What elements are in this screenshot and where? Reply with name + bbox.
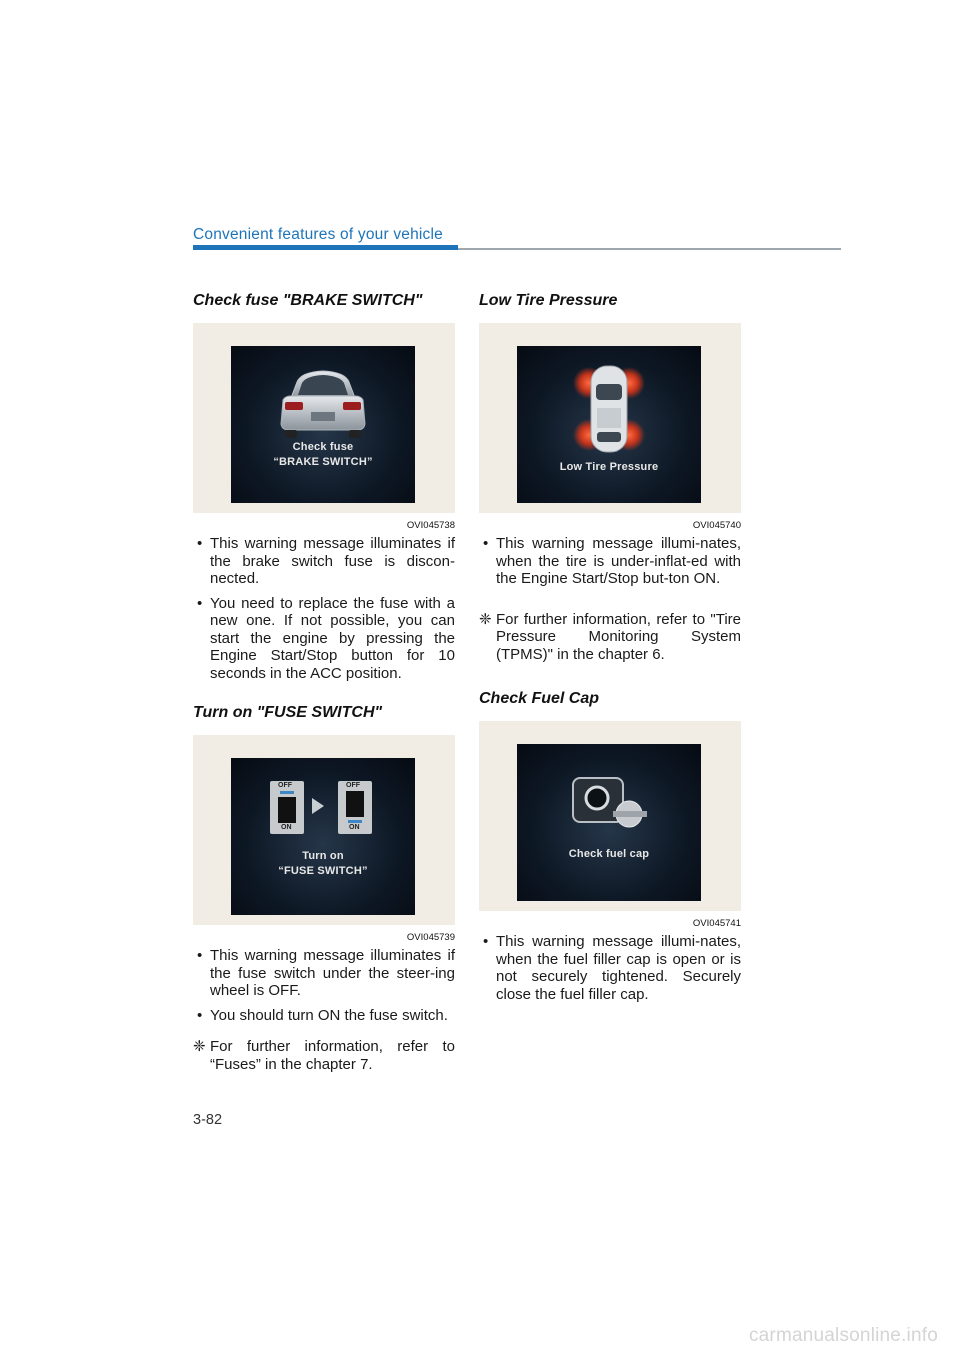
note-mark-icon: ❈	[193, 1038, 206, 1055]
figure-code: OVI045740	[692, 520, 741, 531]
screen-message-line-1: Check fuse	[292, 441, 354, 453]
fuse-switch-off-icon	[270, 781, 304, 834]
watermark: carmanualsonline.info	[748, 1325, 938, 1346]
cluster-display	[231, 346, 415, 503]
figure-low-tire-pressure	[479, 323, 741, 531]
figure-check-fuel-cap	[479, 721, 741, 929]
figure-code: OVI045741	[692, 918, 741, 929]
section-title: Turn on "FUSE SWITCH"	[193, 704, 383, 721]
car-rear-icon	[231, 346, 415, 503]
fuel-cap-icon	[517, 744, 701, 901]
fuse-switch-on-icon	[338, 781, 372, 834]
header-accent-bar	[193, 245, 458, 250]
bullet-list	[193, 947, 455, 1024]
figure-code: OVI045738	[406, 520, 455, 531]
reference-note	[193, 1038, 455, 1073]
bullet-item: • This warning message illuminates if the brake switch fuse is discon-nected.	[193, 535, 455, 588]
figure-check-fuse	[193, 323, 455, 531]
note-mark-icon: ❈	[479, 610, 492, 628]
figure-code: OVI045739	[406, 932, 455, 943]
bullet-item: • You need to replace the fuse with a new one. If not possible, you can start the engine by pressing the Engine Start/Stop button for 10 seconds in the ACC position.	[193, 595, 455, 683]
bullet-list	[479, 535, 741, 588]
cluster-display	[517, 346, 701, 503]
switch-label-on: ON	[281, 824, 292, 831]
left-column	[193, 290, 455, 1073]
reference-note	[479, 611, 741, 664]
bullet-item: • You should turn ON the fuse switch.	[193, 1007, 455, 1025]
car-top-view-icon	[517, 346, 701, 503]
section-turn-on-fuse-switch	[193, 702, 455, 1073]
section-check-fuel-cap	[479, 688, 741, 1003]
note-text: For further information, refer to “Fuses” in the chapter 7.	[210, 1038, 455, 1073]
cluster-display	[517, 744, 701, 901]
header-title: Convenient features of your vehicle	[193, 226, 443, 243]
bullet-item: • This warning message illumi-nates, when the fuel filler cap is open or is not securely tightened. Securely close the fuel filler cap.	[479, 933, 741, 1003]
arrow-right-icon	[312, 798, 324, 814]
page-number: 3-82	[193, 1112, 223, 1128]
section-title: Check fuse "BRAKE SWITCH"	[193, 292, 423, 309]
section-check-fuse	[193, 290, 455, 682]
switch-label-on: ON	[349, 824, 360, 831]
figure-turn-on-fuse-switch	[193, 735, 455, 943]
section-title: Low Tire Pressure	[479, 292, 618, 309]
right-column	[479, 290, 741, 1010]
screen-message-line-2: “FUSE SWITCH”	[278, 865, 368, 877]
screen-message-line-1: Low Tire Pressure	[559, 461, 659, 473]
bullet-list	[193, 535, 455, 682]
screen-message-line-1: Turn on	[302, 850, 344, 862]
page-header	[193, 226, 841, 254]
section-title: Check Fuel Cap	[479, 690, 600, 707]
switch-label-off: OFF	[278, 782, 292, 789]
screen-message-line-1: Check fuel cap	[568, 848, 650, 860]
screen-message-line-2: “BRAKE SWITCH”	[273, 456, 373, 468]
header-rule	[458, 248, 841, 250]
switch-label-off: OFF	[346, 782, 360, 789]
bullet-list	[479, 933, 741, 1003]
note-text: For further information, refer to "Tire Pressure Monitoring System (TPMS)" in the chapter 6.	[496, 610, 741, 663]
bullet-item: • This warning message illumi-nates, when the tire is under-inflat-ed with the Engine Start/Stop but-ton ON.	[479, 535, 741, 588]
bullet-item: • This warning message illuminates if the fuse switch under the steer-ing wheel is OFF.	[193, 947, 455, 1000]
section-low-tire-pressure	[479, 290, 741, 663]
cluster-display	[231, 758, 415, 915]
